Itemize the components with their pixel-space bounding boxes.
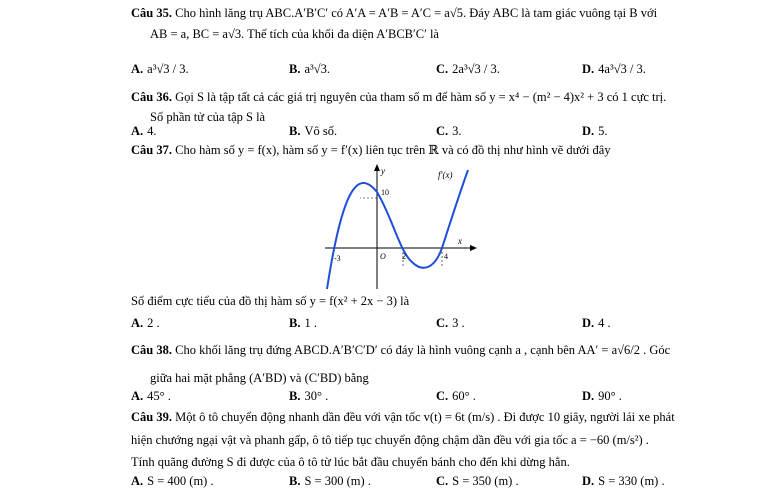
q37-answer-c[interactable]: C. 3 . bbox=[436, 316, 465, 330]
q39-answer-b[interactable]: B. S = 300 (m) . bbox=[289, 474, 371, 488]
derivative-graph bbox=[322, 162, 482, 292]
origin-label: O bbox=[380, 252, 386, 261]
question-38-text-2: giữa hai mặt phẳng (A′BD) và (C′BD) bằng bbox=[150, 371, 369, 385]
q36-answer-b[interactable]: B. Vô số. bbox=[289, 124, 338, 138]
q38-answer-d[interactable]: D. 90° . bbox=[582, 389, 622, 403]
question-37-number: Câu 37. bbox=[131, 143, 172, 157]
question-39-text-1: Một ô tô chuyển động nhanh dần đều với vận tốc v(t) = 6t (m/s) . Đi được 10 giây, người lái xe phát bbox=[175, 410, 675, 424]
q37-answer-a[interactable]: A. 2 . bbox=[131, 316, 160, 330]
question-39-text-2: hiện chướng ngại vật và phanh gấp, ô tô tiếp tục chuyển động chậm dần đều với gia tốc a = −60 (m/s²) . bbox=[131, 433, 649, 447]
q39-answer-d[interactable]: D. S = 330 (m) . bbox=[582, 474, 665, 488]
q38-answer-b[interactable]: B. 30° . bbox=[289, 389, 329, 403]
x-axis-arrow bbox=[470, 245, 477, 251]
question-36-text-1: Gọi S là tập tất cả các giá trị nguyên của tham số m để hàm số y = x⁴ − (m² − 4)x² + 3 có 1 cực trị. bbox=[175, 90, 667, 104]
question-37-text-2: Số điểm cực tiểu của đồ thị hàm số y = f(x² + 2x − 3) là bbox=[131, 294, 410, 308]
question-37-text-1: Cho hàm số y = f(x), hàm số y = f′(x) liên tục trên ℝ và có đồ thị như hình vẽ dưới đây bbox=[175, 143, 611, 157]
q38-answer-a[interactable]: A. 45° . bbox=[131, 389, 171, 403]
q37-answer-b[interactable]: B. 1 . bbox=[289, 316, 317, 330]
curve-label: f′(x) bbox=[438, 170, 453, 180]
q36-answer-d[interactable]: D. 5. bbox=[582, 124, 608, 138]
q36-answer-a[interactable]: A. 4. bbox=[131, 124, 157, 138]
question-39-number: Câu 39. bbox=[131, 410, 172, 424]
q35-answer-b[interactable]: B. a³√3. bbox=[289, 62, 330, 76]
tick-10: 10 bbox=[381, 188, 389, 197]
question-38-text-1: Cho khối lăng trụ đứng ABCD.A′B′C′D′ có đáy là hình vuông cạnh a , cạnh bên AA′ = a√6/2 . Góc bbox=[175, 343, 671, 357]
question-38-number: Câu 38. bbox=[131, 343, 172, 357]
q39-answer-a[interactable]: A. S = 400 (m) . bbox=[131, 474, 214, 488]
question-36-text-2: Số phần tử của tập S là bbox=[150, 110, 266, 124]
question-39-text-3: Tính quãng đường S đi được của ô tô từ lúc bắt đầu chuyển bánh cho đến khi dừng hẳn. bbox=[131, 455, 570, 469]
q37-answer-d[interactable]: D. 4 . bbox=[582, 316, 611, 330]
question-35-text-2: AB = a, BC = a√3. Thể tích của khối đa diện A′BCB′C′ là bbox=[150, 27, 439, 41]
tick-4: 4 bbox=[444, 252, 448, 261]
question-35-text-1: Cho hình lăng trụ ABC.A′B′C′ có A′A = A′B = A′C = a√5. Đáy ABC là tam giác vuông tại B với bbox=[175, 6, 658, 20]
question-35-line-1 bbox=[131, 6, 657, 20]
question-36-line-1 bbox=[131, 90, 666, 104]
question-35-number: Câu 35. bbox=[131, 6, 172, 20]
tick-2: 2 bbox=[402, 252, 406, 261]
y-axis-arrow bbox=[374, 164, 380, 171]
derivative-curve bbox=[327, 170, 468, 289]
question-39-line-1 bbox=[131, 410, 675, 424]
q39-answer-c[interactable]: C. S = 350 (m) . bbox=[436, 474, 519, 488]
tick-neg3: -3 bbox=[334, 254, 341, 263]
question-36-number: Câu 36. bbox=[131, 90, 172, 104]
q35-answer-c[interactable]: C. 2a³√3 / 3. bbox=[436, 62, 500, 76]
y-axis-label: y bbox=[381, 166, 385, 176]
q38-answer-c[interactable]: C. 60° . bbox=[436, 389, 476, 403]
question-38-line-1 bbox=[131, 343, 670, 357]
question-37-line-1 bbox=[131, 143, 611, 157]
q35-answer-a[interactable]: A. a³√3 / 3. bbox=[131, 62, 189, 76]
x-axis-label: x bbox=[458, 236, 462, 246]
q35-answer-d[interactable]: D. 4a³√3 / 3. bbox=[582, 62, 646, 76]
q36-answer-c[interactable]: C. 3. bbox=[436, 124, 462, 138]
